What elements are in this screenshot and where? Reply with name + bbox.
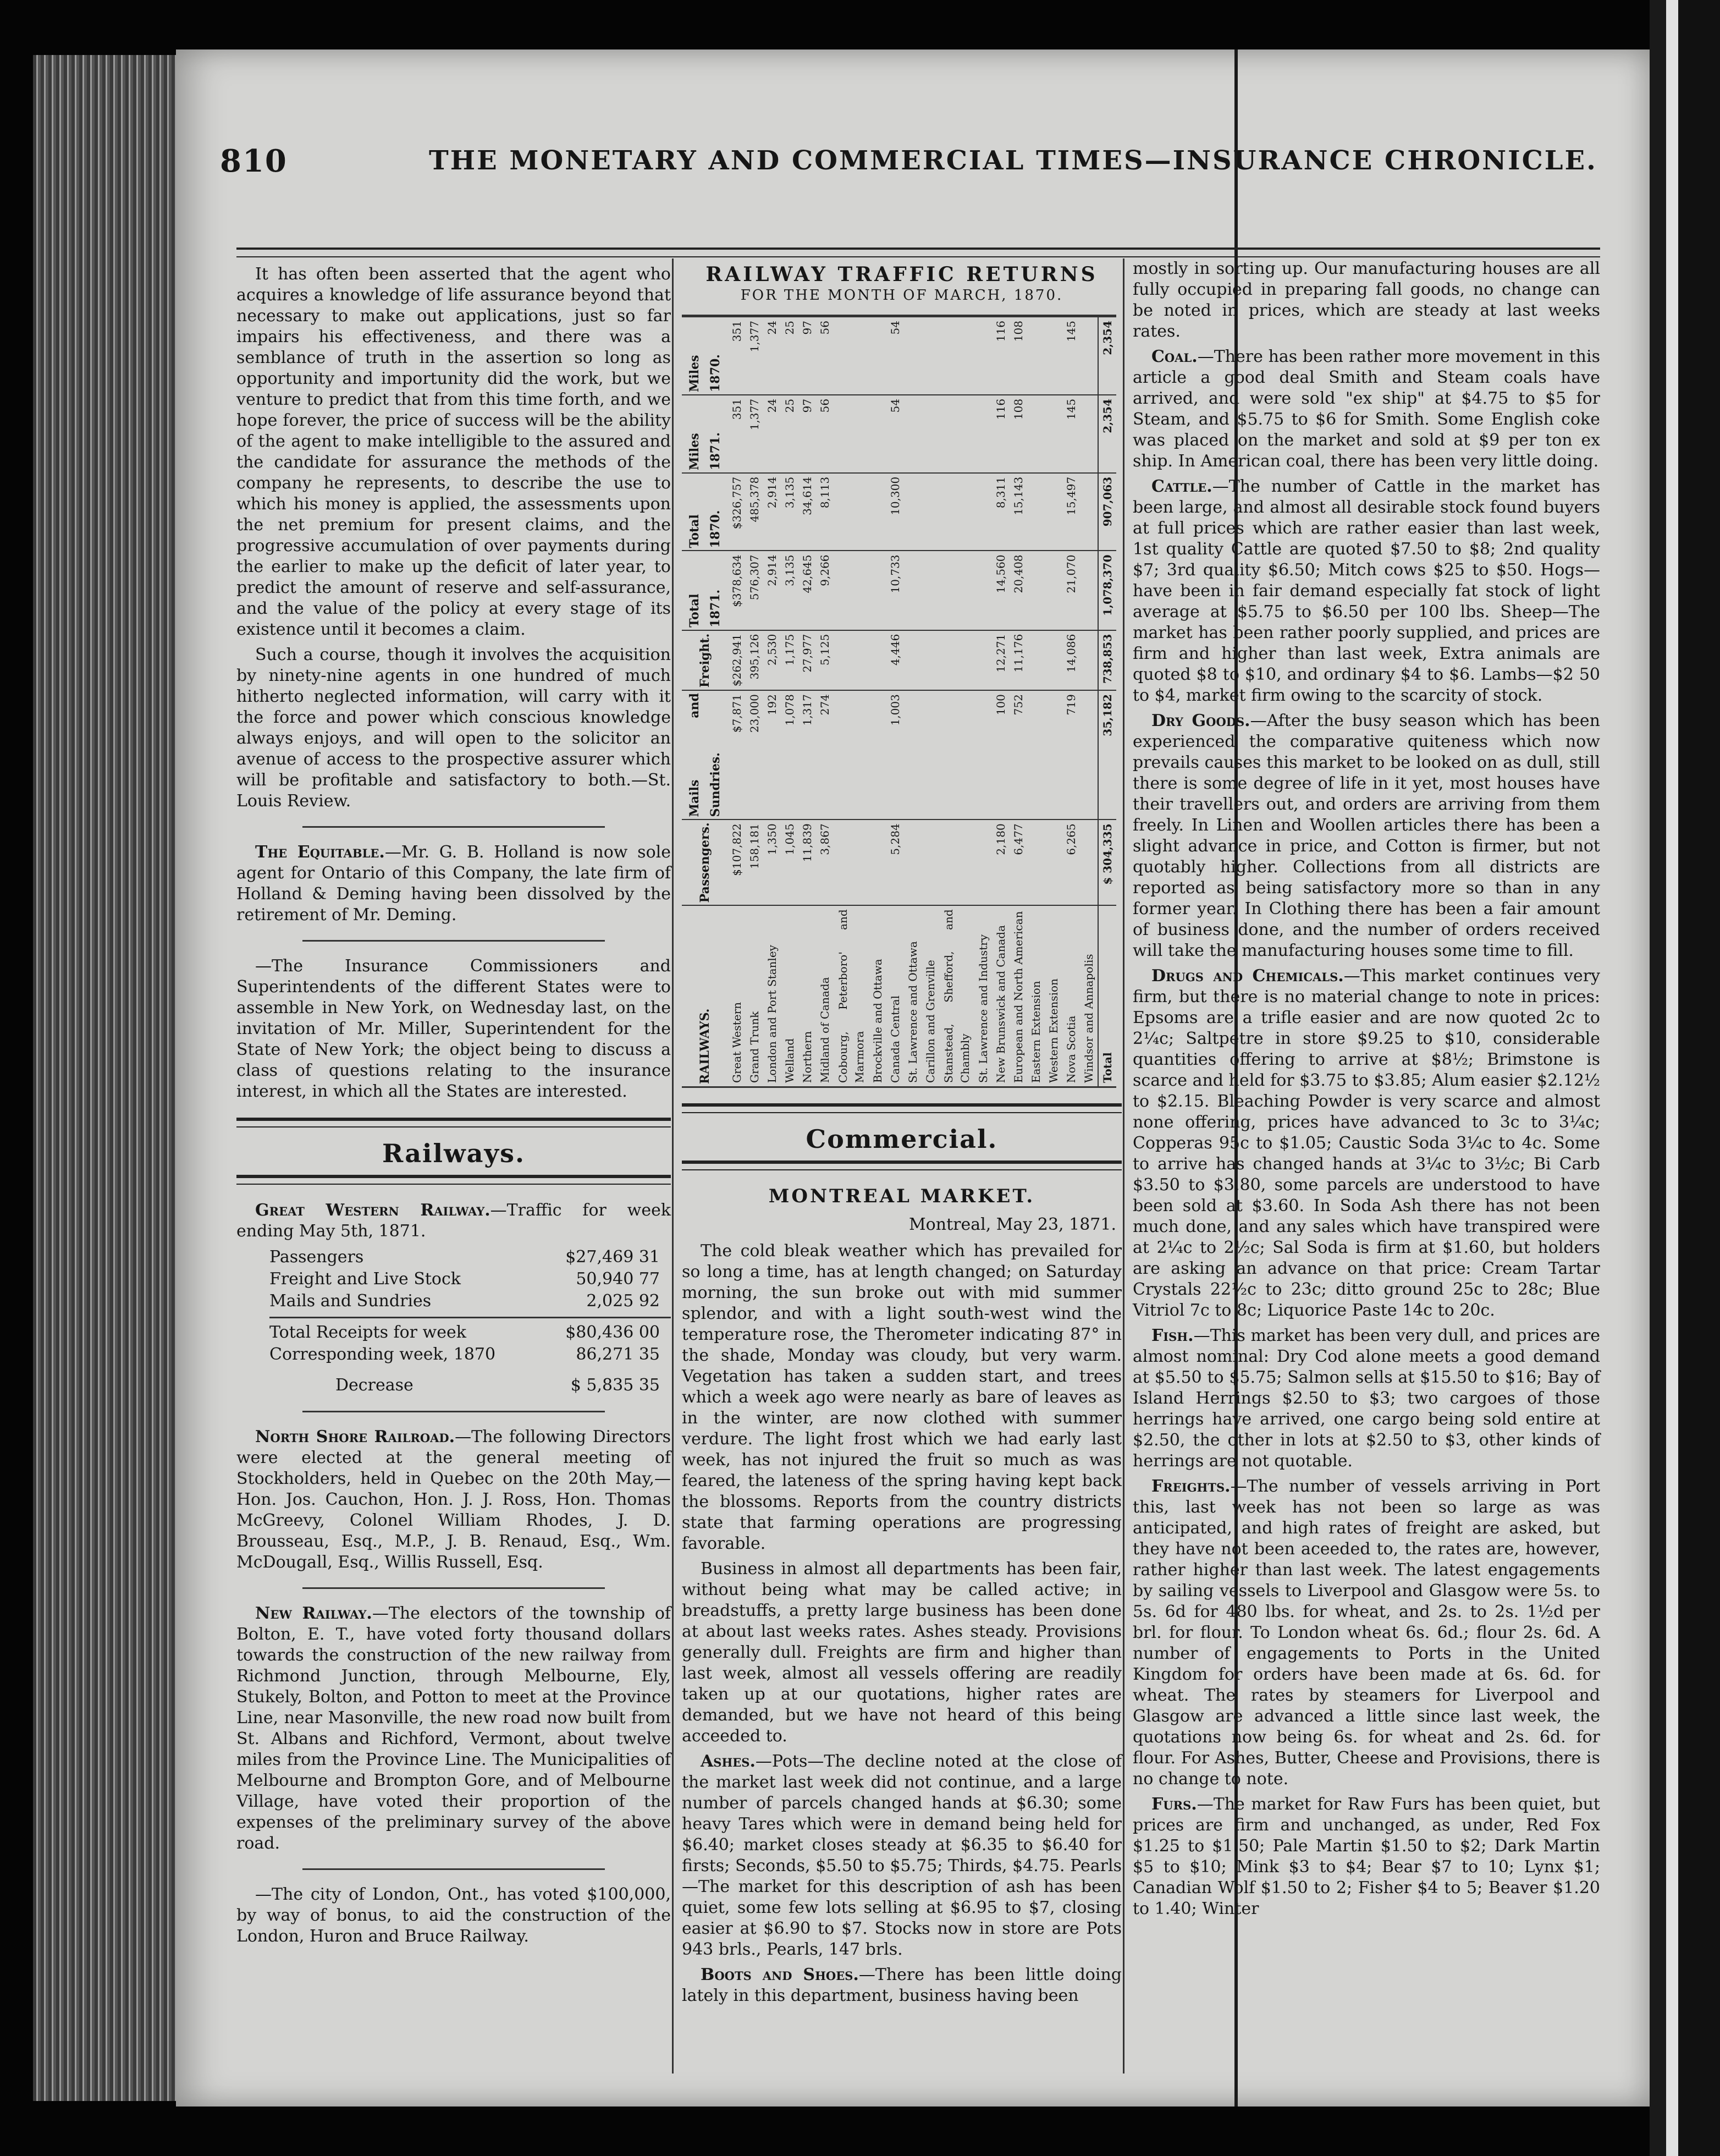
table-row [974,317,992,1086]
cell-passengers [904,820,922,905]
market-coal [1133,346,1600,472]
section-rule-thick [682,1103,1122,1113]
header-total-1870: Total 1870. [682,473,728,551]
cell-miles-1871 [1027,395,1045,473]
cell-total-1870: 15,143 [1010,473,1027,551]
stat-row: Passengers $27,469 31 [269,1247,660,1267]
cell-mails-sundries [834,690,869,820]
cell-railway-name: St. Lawrence and Industry [974,905,992,1086]
cell-railway-name: Grand Trunk [746,905,763,1086]
table-row [904,317,922,1086]
cell-mails-sundries [869,690,886,820]
cell-railway-name: Midland of Canada [816,905,834,1086]
cell-passengers: $ 304,335 [1098,820,1116,905]
column-separator [672,258,674,2074]
cell-miles-1871: 54 [886,395,904,473]
column-right [1133,258,1600,1924]
cell-railway-name: Welland [781,905,798,1086]
item-text: —Traffic for week ending May 5th, 1871. [236,1201,671,1241]
stat-row-corresponding: Corresponding week, 1870 86,271 35 [269,1345,660,1364]
cell-total-1871 [939,551,974,630]
item-lead: Coal. [1151,347,1198,366]
cell-mails-sundries [939,690,974,820]
header-passengers: Passengers. [682,820,728,905]
cell-miles-1871: 56 [816,395,834,473]
cell-miles-1870 [834,317,869,395]
dateline: Montreal, May 23, 1871. [908,1215,1116,1234]
section-rule-thick [682,1160,1122,1170]
cell-miles-1870 [869,317,886,395]
page-header [220,143,1597,193]
item-north-shore [236,1427,671,1573]
item-text: —There has been little doing lately in this department, business having been [682,1965,1122,2005]
scan-border [1650,0,1720,2156]
page-title: THE MONETARY AND COMMERCIAL TIMES—INSURANCE CHRONICLE. [429,145,1597,176]
cell-total-1871: 3,135 [781,551,798,630]
item-text: —The number of vessels arriving in Port this, last week has not been so large as was anticipated, and high rates of freight are asked, but they have not been aceeded to, the rates are, however, rather higher than last week. The latest engagements by sailing vessels to Liverpool and Glasgow were 5s. to 5s. 6d for 480 lbs. for wheat, and 2s. to 2s. 1½d per brl. for flour. To London wheat 6s. 6d.; flour 2s. 6d. A number of engagements to Ports in the United Kingdom for orders have been made at 6s. 6d. for wheat. The rates by steamers for Liverpool and Glasgow are advanced a little since last week, the quotations now being 6s. for wheat and 2s. 6d. for flour. For Ashes, Butter, Cheese and Provisions, there is no change to note. [1133,1477,1600,1789]
item-text: —The electors of the township of Bolton, E. T., have voted forty thousand dollars towards the construction of the new railway from Richmond Junction, through Melbourne, Ely, Stukely, Bolton, and Potton to meet at the Province Line, near Masonville, the new road now built from St. Albans and Richford, Vermont, about twelve miles from the Province Line. The Municipalities of Melbourne and Brompton Gore, and of Melbourne Village, have voted their proportion of the expenses of the preliminary survey of the above road. [236,1604,671,1853]
item-lead: Great Western Railway. [255,1201,490,1220]
item-lead: Dry Goods. [1151,711,1250,730]
cell-miles-1870 [1080,317,1098,395]
item-text: —This market has been very dull, and prices are almost nominal: Dry Cod alone meets a good demand at $5.50 to $5.75; Salmon sells at $15.50 to $16; Bay of Island Herrings $2.50 to $3; two cargoes of those herrings have arrived, one cargo being sold entire at $2.50, the other in lots at $2.50 to $3, other kinds of herrings are not quotable. [1133,1326,1600,1471]
cell-freight: 395,126 [746,630,763,690]
cell-mails-sundries: 1,003 [886,690,904,820]
cell-mails-sundries: $7,871 [728,690,746,820]
cell-mails-sundries: 1,078 [781,690,798,820]
cell-total-1870 [904,473,922,551]
cell-total-1870: 907,063 [1098,473,1116,551]
item-text: —The number of Cattle in the market has been large, and almost all desirable stock found buyers at full prices which are rather easier than last week, 1st quality Cattle are quoted $7.50 to $8; 2nd quality $7; 3rd quality $6.50; Mitch cows $25 to $50. Hogs—have been in fair demand especially fat stock of light average at $5.75 to $6.50 per 100 lbs. Sheep—The market has been rather poorly supplied, and prices are firm and higher than last week, Extra animals are quoted $8 to $10, and ordinary $4 to $6. Lambs—$2 50 to $4, market firm owing to the scarcity of stock. [1133,477,1600,705]
cell-miles-1870: 108 [1010,317,1027,395]
item-new-railway [236,1603,671,1854]
cell-passengers: $107,822 [728,820,746,905]
market-cattle [1133,476,1600,706]
cell-mails-sundries [904,690,922,820]
item-text: —Pots—The decline noted at the close of the market last week did not continue, and a large number of parcels changed hands at $6.30; some heavy Tares which were in demand being held for $6.40; market closes steady at $6.35 to $6.40 for firsts; Seconds, $5.50 to $5.75; Thirds, $4.75. Pearls—The market for this description of ash has been quiet, some few lots selling at $6.95 to $7, closing easier at $6.90 to $7. Stocks now in store are Pots 943 brls., Pearls, 147 brls. [682,1752,1122,1959]
item-lead: The Equitable. [255,843,385,862]
cell-freight: 2,530 [763,630,781,690]
item-lead: New Railway. [255,1604,372,1623]
cell-total-1870: $326,757 [728,473,746,551]
cell-miles-1870: 24 [763,317,781,395]
item-text: —After the busy season which has been experienced the comparative quiteness which now prevails causes this market to be looked on as dull, still there is some degree of life in it yet, most houses have their travellers out, and orders are arriving from them freely. In Linen and Woollen articles there has been a slight advance in price, and Cotton is firmer, but not quotably higher. Collections from all districts are reported as being satisfactory more so than in any former year. In Clothing there has been a fair amount of business done, and the number of orders received will take the manufacturing houses some time to fill. [1133,711,1600,960]
cell-passengers [1080,820,1098,905]
cell-miles-1871: 25 [781,395,798,473]
header-railways: RAILWAYS. [682,905,728,1086]
cell-passengers [869,820,886,905]
cell-railway-name: European and North American [1010,905,1027,1086]
table-row [798,317,816,1086]
cell-freight: 738,853 [1098,630,1116,690]
cell-freight: 11,176 [1010,630,1027,690]
stat-row-total: Total Receipts for week $80,436 00 [269,1317,671,1344]
cell-miles-1871 [1080,395,1098,473]
section-rule [302,1868,605,1870]
section-rule-thick [236,1175,671,1185]
cell-freight [834,630,869,690]
table-row [781,317,798,1086]
item-great-western [236,1200,671,1242]
cell-total-1871: 10,733 [886,551,904,630]
table-row-total [1098,317,1116,1086]
table-row [992,317,1010,1086]
cell-passengers: 5,284 [886,820,904,905]
cell-railway-name: Western Extension [1045,905,1062,1086]
cell-total-1871: 20,408 [1010,551,1027,630]
cell-total-1870: 34,614 [798,473,816,551]
cell-miles-1870: 1,377 [746,317,763,395]
item-text: —There has been rather more movement in this article a good deal Smith and Steam coals have arrived, and were sold "ex ship" at $4.75 to $5 for Steam, and $5.75 to $6 for Smith. Some English coke was placed on the market and sold at $9 per ton ex ship. In American coal, there has been very little doing. [1133,347,1600,471]
item-text: —This market continues very firm, but there is no material change to note in prices: Epsoms are a trifle easier and are now quoted 2c to 2¼c; Saltpetre in store $9.25 to $10, considerable quantities offering to arrive at $8½; Brimstone is scarce and held for $3.75 to $3.85; Alum easier $2.12½ to $2.15. Bleaching Powder is very scarce and almost none offering, prices have advanced to 3c to 3¼c; Copperas 95c to $1.05; Caustic Soda 3¼c to 4c. Some to arrive has changed hands at 3¼c to 3½c; Bi Carb $3.50 to $3.80, some parcels are understood to have been sold at $3.60. In Soda Ash there has not been much done, and any sales which have transpired were at 2¼c to 2½c; Sal Soda is firm at $1.60, but holders are asking an advance on that price: Cream Tartar Crystals 22½c to 23c; ditto ground 25c to 28c; Blue Vitriol 7c to 8c; Liquorice Paste 14c to 20c. [1133,966,1600,1320]
book-page-edges [33,55,187,2101]
cell-total-1871: 576,307 [746,551,763,630]
table-row [869,317,886,1086]
column-separator [1123,258,1124,2074]
cell-miles-1870: 25 [781,317,798,395]
traffic-returns-table [682,316,1116,1086]
cell-total-1871: 9,266 [816,551,834,630]
cell-miles-1870: 145 [1062,317,1080,395]
cell-miles-1870 [922,317,939,395]
traffic-returns-table-box [682,315,1116,1088]
cell-miles-1870 [974,317,992,395]
column-middle [682,258,1122,2011]
cell-freight [1045,630,1062,690]
cell-mails-sundries: 35,182 [1098,690,1116,820]
section-heading-commercial: Commercial. [806,1124,998,1154]
cell-mails-sundries [974,690,992,820]
cell-freight [922,630,939,690]
item-lead: Cattle. [1151,477,1212,496]
item-lead: Furs. [1151,1795,1197,1814]
cell-total-1870: 15,497 [1062,473,1080,551]
cell-total-1870 [1080,473,1098,551]
cell-passengers: 158,181 [746,820,763,905]
cell-miles-1870: 97 [798,317,816,395]
item-lead: North Shore Railroad. [255,1427,455,1447]
table-row [886,317,904,1086]
header-miles-1871: Miles 1871. [682,395,728,473]
cell-total-1871 [869,551,886,630]
cell-mails-sundries: 719 [1062,690,1080,820]
item-text: —The following Directors were elected at the general meeting of Stockholders, held in Quebec on the 20th May,—Hon. Jos. Cauchon, Hon. J. J. Ross, Hon. Thomas McGreevy, Colonel William Rhodes, J. D. Brousseau, Esq., M.P., J. B. Renaud, Esq., Wm. McDougall, Esq., Willis Russell, Esq. [236,1427,671,1572]
section-rule [302,940,605,942]
cell-total-1871: 42,645 [798,551,816,630]
cell-total-1870: 8,311 [992,473,1010,551]
item-text: —The market for Raw Furs has been quiet, but prices are firm and unchanged, as under, Red Fox $1.25 to $1.50; Pale Martin $1.50 to $2; Dark Martin $5 to $10; Mink $3 to $4; Bear $7 to 10; Lynx $1; Canadian Wolf $1.50 to 2; Fisher $4 to 5; Beaver $1.20 to 1.40; Winter [1133,1795,1600,1918]
cell-railway-name: Windsor and Annapolis [1080,905,1098,1086]
market-title: MONTREAL MARKET. [768,1185,1035,1207]
cell-railway-name: Total [1098,905,1116,1086]
cell-railway-name: New Brunswick and Canada [992,905,1010,1086]
column-left [236,264,671,1951]
cell-total-1871 [1080,551,1098,630]
traffic-statement [236,1246,671,1396]
cell-total-1870 [1045,473,1062,551]
article-agent-paragraph: It has often been asserted that the agent who acquires a knowledge of life assurance beyond that necessary to make out applications, just so far impairs his effectiveness, and there was a semblance of truth in the assertion so long as opportunity and importunity did the work, but we venture to predict that from this time forth, and we hope forever, the price of success will be the ability of the agent to make intelligible to the assured and the candidate for assurance the methods of the company he represents, to describe the use to which his money is applied, the assessments upon the net premium for present claims, and the progressive accumulation of over payments during the earlier to make up the deficit of later year, to predict the amount of reserve and self-assurance, and the value of the policy at every stage of its existence until it becomes a claim. [236,265,671,639]
cell-passengers [1027,820,1045,905]
cell-total-1871 [1045,551,1062,630]
cell-freight: 1,175 [781,630,798,690]
table-row [834,317,869,1086]
cell-railway-name: Cobourg, Peterboro' and Marmora [834,905,869,1086]
cell-passengers: 11,839 [798,820,816,905]
cell-railway-name: Canada Central [886,905,904,1086]
table-row [1062,317,1080,1086]
table-row [763,317,781,1086]
market-furs [1133,1794,1600,1920]
section-rule-thick [236,1118,671,1128]
cell-mails-sundries [1080,690,1098,820]
cell-railway-name: Stanstead, Shefford, and Chambly [939,905,974,1086]
cell-mails-sundries: 1,317 [798,690,816,820]
cell-passengers: 6,265 [1062,820,1080,905]
cell-total-1870 [974,473,992,551]
cell-miles-1871 [869,395,886,473]
cell-total-1870 [922,473,939,551]
market-drugs [1133,966,1600,1321]
cell-railway-name: Eastern Extension [1027,905,1045,1086]
cell-total-1870 [834,473,869,551]
traffic-returns-subtitle: FOR THE MONTH OF MARCH, 1870. [740,287,1063,304]
cell-freight [939,630,974,690]
cell-passengers: 1,045 [781,820,798,905]
stat-row-decrease: Decrease $ 5,835 35 [335,1376,660,1395]
cell-passengers [939,820,974,905]
cell-miles-1870 [939,317,974,395]
header-mails: Mails and Sundries. [682,690,728,820]
item-lead: Fish. [1151,1326,1194,1345]
cell-mails-sundries [1027,690,1045,820]
section-rule [302,826,605,828]
stat-row: Mails and Sundries 2,025 92 [269,1291,660,1311]
cell-miles-1871: 2,354 [1098,395,1116,473]
cell-total-1871 [1027,551,1045,630]
market-fish [1133,1326,1600,1472]
section-heading-railways: Railways. [382,1138,526,1168]
cell-railway-name: London and Port Stanley [763,905,781,1086]
cell-miles-1870: 56 [816,317,834,395]
market-freights [1133,1476,1600,1790]
header-total-1871: Total 1871. [682,551,728,630]
cell-miles-1870: 116 [992,317,1010,395]
cell-total-1871 [904,551,922,630]
cell-passengers: 6,477 [1010,820,1027,905]
cell-railway-name: St. Lawrence and Ottawa [904,905,922,1086]
cell-total-1870: 10,300 [886,473,904,551]
cell-railway-name: Great Western [728,905,746,1086]
item-lead: Boots and Shoes. [701,1965,859,1984]
cell-total-1870: 3,135 [781,473,798,551]
market-paragraph: Business in almost all departments has been fair, without being what may be called active; in breadstuffs, a pretty large business has been done at about last weeks rates. Ashes steady. Provisions generally dull. Freights are firm and higher than last week, almost all vessels offering are readily taken up at our quotations, higher rates are demanded, but we have not heard of this being acceeded to. [682,1559,1122,1746]
cell-total-1871: 1,078,370 [1098,551,1116,630]
cell-total-1870: 8,113 [816,473,834,551]
cell-miles-1871 [1045,395,1062,473]
cell-total-1870 [939,473,974,551]
cell-miles-1870 [1045,317,1062,395]
cell-miles-1871: 145 [1062,395,1080,473]
cell-miles-1870 [1027,317,1045,395]
header-miles-1870: Miles 1870. [682,317,728,395]
cell-freight [869,630,886,690]
cell-miles-1871: 116 [992,395,1010,473]
cell-passengers [834,820,869,905]
cell-freight: 5,125 [816,630,834,690]
cell-miles-1871: 351 [728,395,746,473]
cell-miles-1871 [834,395,869,473]
market-dry-goods [1133,711,1600,961]
table-row [1045,317,1062,1086]
cell-passengers: 1,350 [763,820,781,905]
cell-railway-name: Brockville and Ottawa [869,905,886,1086]
table-row [1027,317,1045,1086]
cell-freight: 4,446 [886,630,904,690]
cell-freight [974,630,992,690]
table-row [1010,317,1027,1086]
cell-total-1871: 2,914 [763,551,781,630]
cell-miles-1871 [939,395,974,473]
cell-miles-1871 [904,395,922,473]
section-rule [302,1411,605,1412]
cell-passengers [1045,820,1062,905]
cell-total-1871: 21,070 [1062,551,1080,630]
cell-total-1871: $378,634 [728,551,746,630]
cell-total-1870 [869,473,886,551]
page-number: 810 [220,143,288,179]
cell-freight [1080,630,1098,690]
cell-total-1870: 2,914 [763,473,781,551]
cell-miles-1871: 1,377 [746,395,763,473]
stat-row: Freight and Live Stock 50,940 77 [269,1269,660,1289]
cell-mails-sundries: 100 [992,690,1010,820]
cell-total-1871 [834,551,869,630]
cell-total-1870 [1027,473,1045,551]
table-body [728,317,1116,1086]
cell-freight [904,630,922,690]
cell-miles-1871 [974,395,992,473]
cell-total-1871 [974,551,992,630]
cell-miles-1870: 54 [886,317,904,395]
table-row [939,317,974,1086]
cell-mails-sundries: 274 [816,690,834,820]
table-row [922,317,939,1086]
cell-miles-1870: 351 [728,317,746,395]
cell-mails-sundries: 192 [763,690,781,820]
cell-passengers [922,820,939,905]
item-london: —The city of London, Ont., has voted $100,000, by way of bonus, to aid the construction of the London, Huron and Bruce Railway. [236,1885,671,1946]
table-row [1080,317,1098,1086]
cell-miles-1871: 108 [1010,395,1027,473]
cell-passengers: 3,867 [816,820,834,905]
table-row [816,317,834,1086]
market-paragraph: The cold bleak weather which has prevailed for so long a time, has at length changed; on Saturday morning, the sun broke out with mid summer splendor, and with a light south-west wind the temperature rose, the Therometer indicating 87° in the shade, Monday was cloudy, but very warm. Vegetation has taken a sudden start, and trees which a week ago were nearly as bare of leaves as in the winter, are now clothed with summer verdure. The light frost which we had early last week, has not injured the fruit so much as was feared, the lateness of the spring having kept back the blossoms. Reports from the country districts state that farming operations are progressing favorable. [682,1241,1122,1553]
header-freight: Freight. [682,630,728,690]
table-row [746,317,763,1086]
cell-total-1871: 14,560 [992,551,1010,630]
item-lead: Drugs and Chemicals. [1151,966,1344,986]
cell-mails-sundries [1045,690,1062,820]
cell-mails-sundries: 23,000 [746,690,763,820]
cell-railway-name: Nova Scotia [1062,905,1080,1086]
market-ashes [682,1751,1122,1960]
header-rule [236,248,1600,257]
cell-mails-sundries [922,690,939,820]
cell-miles-1870: 2,354 [1098,317,1116,395]
traffic-returns-title: RAILWAY TRAFFIC RETURNS [705,263,1098,286]
article-agent-paragraph-2: Such a course, though it involves the acquisition by ninety-nine agents in one hundred of much hitherto neglected information, will carry with it the force and power which conscious knowledge always enjoys, and will open to the solicitor an avenue of access to the prospective assurer which will be profitable and satisfactory to both.—St. Louis Review. [236,645,671,811]
cell-total-1870: 485,378 [746,473,763,551]
table-header-row [682,317,728,1086]
market-boots [682,1965,1122,2006]
cell-freight: 14,086 [1062,630,1080,690]
table-row [728,317,746,1086]
market-continued: mostly in sorting up. Our manufacturing houses are all fully occupied in preparing fall goods, no change can be noted in prices, which are steady at last weeks rates. [1133,259,1600,341]
item-text: —Mr. G. B. Holland is now sole agent for Ontario of this Company, the late firm of Holland & Deming having been dissolved by the retirement of Mr. Deming. [236,843,671,925]
item-lead: Freights. [1151,1477,1231,1496]
cell-miles-1871: 97 [798,395,816,473]
cell-passengers: 2,180 [992,820,1010,905]
cell-passengers [974,820,992,905]
cell-mails-sundries: 752 [1010,690,1027,820]
cell-railway-name: Carillon and Grenville [922,905,939,1086]
cell-total-1871 [922,551,939,630]
traffic-returns-rotated [682,316,1116,1086]
section-rule [302,1587,605,1589]
cell-freight: 27,977 [798,630,816,690]
cell-miles-1871 [922,395,939,473]
cell-miles-1871: 24 [763,395,781,473]
cell-freight: $262,941 [728,630,746,690]
cell-miles-1870 [904,317,922,395]
item-equitable [236,842,671,926]
cell-railway-name: Northern [798,905,816,1086]
cell-freight: 12,271 [992,630,1010,690]
cell-freight [1027,630,1045,690]
item-lead: Ashes. [701,1752,756,1771]
item-commissioners: —The Insurance Commissioners and Superintendents of the different States were to assemble in New York, on Wednesday last, on the invitation of Mr. Miller, Superintendent for the State of New York; the object being to discuss a class of questions relating to the insurance interest, in which all the States are interested. [236,956,671,1101]
